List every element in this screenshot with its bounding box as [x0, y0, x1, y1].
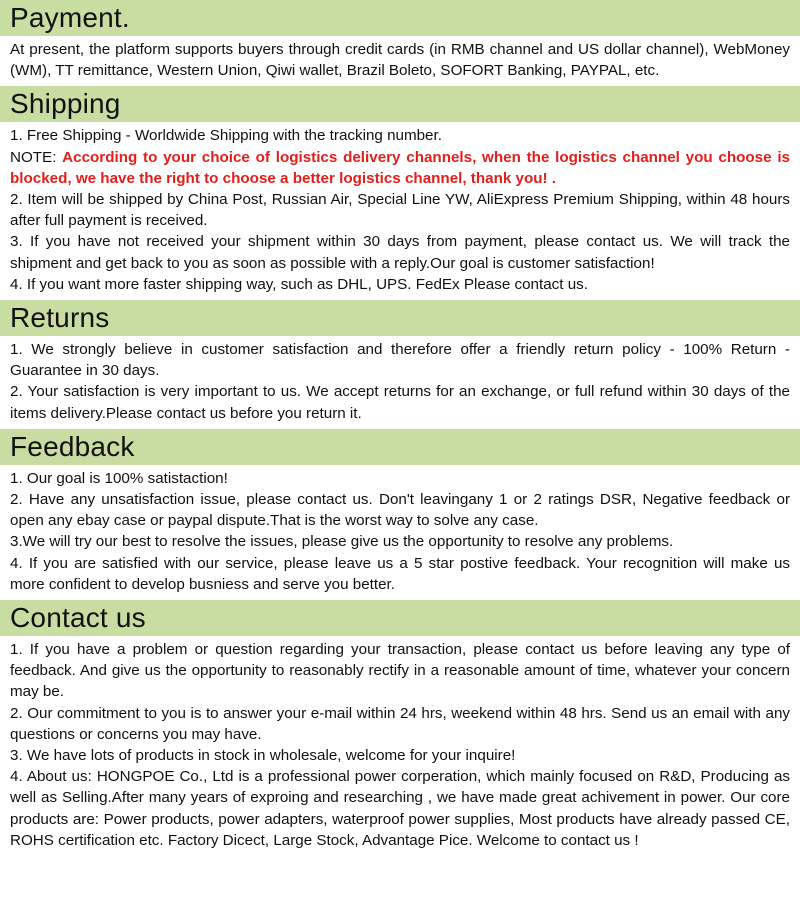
shipping-item: 1. Free Shipping - Worldwide Shipping with the tracking number.	[10, 127, 442, 145]
contact-item: 1. If you have a problem or question regarding your transaction, please contact us before leaving any type of feedback. And give us the opportunity to reasonably rectify in a reasonable amount of time, whatever your concern may be.	[10, 641, 790, 701]
note-text: According to your choice of logistics delivery channels, when the logistics channel you choose is blocked, we have the right to choose a better logistics channel, thank you! .	[10, 148, 790, 187]
shipping-title: Shipping	[10, 88, 121, 120]
feedback-item: 3.We will try our best to resolve the issues, please give us the opportunity to resolve any problems.	[10, 533, 674, 551]
shipping-header	[0, 86, 800, 122]
contact-title: Contact us	[10, 602, 146, 634]
feedback-title: Feedback	[10, 430, 135, 462]
contact-body	[0, 636, 800, 856]
payment-body	[0, 36, 800, 86]
shipping-note	[10, 147, 790, 189]
shipping-item: 2. Item will be shipped by China Post, Russian Air, Special Line YW, AliExpress Premium Shipping, within 48 hours after full payment is received.	[10, 191, 790, 230]
shipping-item: 3. If you have not received your shipment within 30 days from payment, please contact us. We will track the shipment and get back to you as soon as possible with a reply.Our goal is customer satisfaction!	[10, 233, 790, 272]
note-label: NOTE:	[10, 148, 63, 166]
payment-title: Payment.	[10, 2, 130, 33]
contact-header	[0, 600, 800, 636]
shipping-item: 4. If you want more faster shipping way, such as DHL, UPS. FedEx Please contact us.	[10, 275, 588, 293]
feedback-item: 1. Our goal is 100% satistaction!	[10, 469, 228, 487]
payment-header	[0, 0, 800, 36]
contact-item: 4. About us: HONGPOE Co., Ltd is a professional power corperation, which mainly focused on R&D, Producing as well as Selling.After many years of exproing and researching , we have made great achivement in power. Our core products are: Power products, power adapters, waterproof power supplies, Most products have already passed CE, ROHS certification etc. Factory Dicect, Large Stock, Advantage Pice. Welcome to contact us !	[10, 768, 790, 849]
feedback-header	[0, 429, 800, 465]
payment-paragraph: At present, the platform supports buyers through credit cards (in RMB channel and US dollar channel), WebMoney (WM), TT remittance, Western Union, Qiwi wallet, Brazil Boleto, SOFORT Banking, PAYPAL, etc.	[10, 41, 790, 80]
feedback-body	[0, 465, 800, 600]
feedback-item: 4. If you are satisfied with our service, please leave us a 5 star postive feedback. Your recognition will make us more confident to develop busniess and serve you better.	[10, 554, 790, 593]
contact-item: 3. We have lots of products in stock in wholesale, welcome for your inquire!	[10, 747, 516, 765]
returns-item: 1. We strongly believe in customer satisfaction and therefore offer a friendly return policy - 100% Return - Guarantee in 30 days.	[10, 341, 790, 380]
returns-title: Returns	[10, 302, 110, 334]
returns-header	[0, 300, 800, 336]
feedback-item: 2. Have any unsatisfaction issue, please contact us. Don't leavingany 1 or 2 ratings DSR, Negative feedback or open any ebay case or paypal dispute.That is the worst way to solve any case.	[10, 491, 790, 530]
returns-item: 2. Your satisfaction is very important to us. We accept returns for an exchange, or full refund within 30 days of the items delivery.Please contact us before you return it.	[10, 383, 790, 422]
shipping-body	[0, 122, 800, 300]
returns-body	[0, 336, 800, 429]
contact-item: 2. Our commitment to you is to answer your e-mail within 24 hrs, weekend within 48 hrs. Send us an email with any questions or concerns you may have.	[10, 704, 790, 743]
